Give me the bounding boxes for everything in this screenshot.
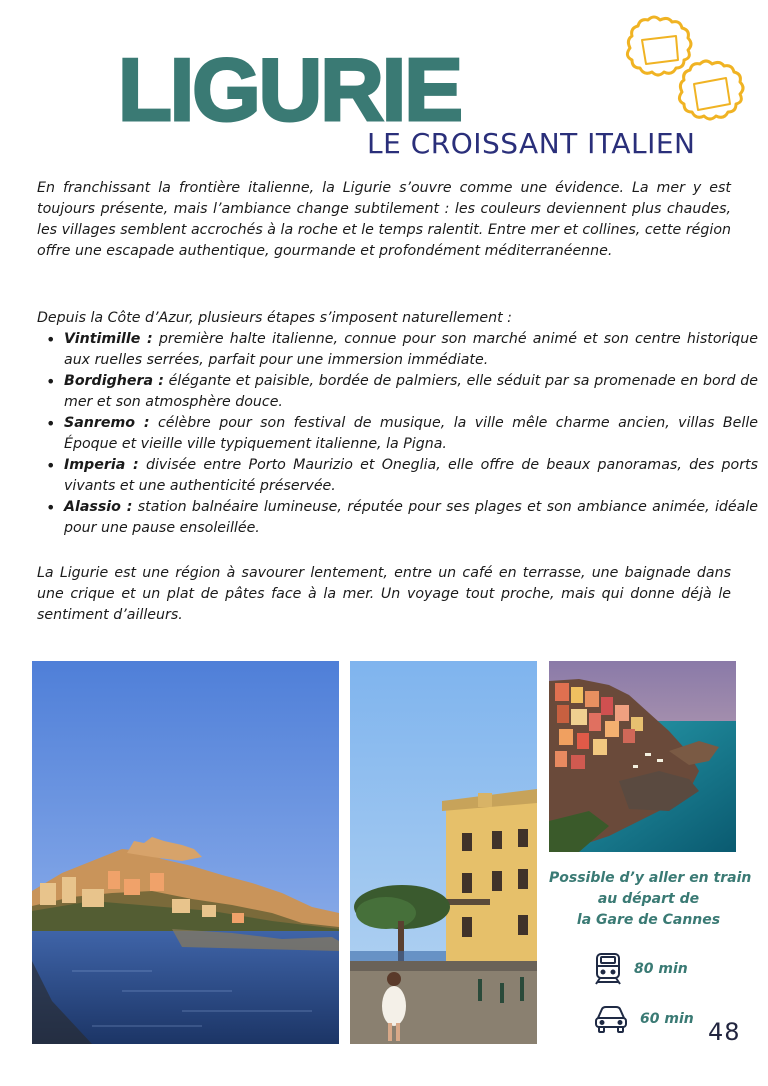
stop-name: Imperia :: [64, 457, 139, 473]
photo-cliffside-village: [549, 661, 736, 852]
list-item: [64, 413, 758, 455]
outro-paragraph: La Ligurie est une région à savourer lentement, entre un café en terrasse, une baignade dans une crique et un plat de pâtes face à la mer. Un voyage tout proche, mais qui donne déjà le sentiment d’ailleurs.: [37, 565, 731, 623]
car-duration: [594, 1001, 714, 1037]
car-time: 60 min: [640, 1011, 694, 1027]
intro-paragraph: En franchissant la frontière italienne, la Ligurie s’ouvre comme une évidence. La mer y est toujours présente, mais l’ambiance change subtilement : les couleurs deviennent plus chaudes, les villages semblent accrochés à la roche et le temps ralentit. Entre mer et collines, cette région offre une escapade authentique, gourmande et profondément méditerranéenne.: [37, 180, 731, 259]
stop-description: célèbre pour son festival de musique, la ville mêle charme ancien, villas Belle Époque et vieille ville typiquement italienne, la Pigna.: [64, 415, 758, 452]
list-item: [64, 497, 758, 539]
train-duration: [594, 951, 714, 987]
train-time: 80 min: [634, 961, 688, 977]
stop-name: Vintimille :: [64, 331, 153, 347]
page-number: 48: [708, 1018, 741, 1046]
travel-info-line: au départ de: [597, 891, 700, 907]
train-icon: [594, 952, 622, 986]
travel-info-line: la Gare de Cannes: [576, 912, 721, 928]
stops-list: [37, 329, 758, 539]
photo-coastal-town: [32, 661, 339, 1044]
ravioli-icon: [618, 10, 748, 130]
stop-name: Sanremo :: [64, 415, 150, 431]
stop-name: Bordighera :: [64, 373, 164, 389]
photo-yellow-building: [350, 661, 537, 1044]
car-icon: [594, 1004, 628, 1034]
page-title: LIGURIE: [118, 40, 461, 139]
travel-info-line: Possible d’y aller en train: [549, 870, 752, 886]
stops-lead: Depuis la Côte d’Azur, plusieurs étapes s’imposent naturellement :: [37, 310, 512, 326]
stop-description: divisée entre Porto Maurizio et Oneglia, elle offre de beaux panoramas, des ports vivants et une authenticité préservée.: [64, 457, 759, 494]
list-item: [64, 455, 758, 497]
stop-name: Alassio :: [64, 499, 133, 515]
travel-info: [549, 868, 752, 931]
list-item: [64, 329, 758, 371]
stop-description: élégante et paisible, bordée de palmiers, elle séduit par sa promenade en bord de mer et son atmosphère douce.: [64, 373, 758, 410]
page-subtitle: LE CROISSANT ITALIEN: [367, 127, 696, 160]
stop-description: station balnéaire lumineuse, réputée pour ses plages et son ambiance animée, idéale pour une pause ensoleillée.: [64, 499, 758, 536]
stop-description: première halte italienne, connue pour son marché animé et son centre historique aux ruelles serrées, parfait pour une immersion immédiate.: [64, 331, 759, 368]
list-item: [64, 371, 758, 413]
